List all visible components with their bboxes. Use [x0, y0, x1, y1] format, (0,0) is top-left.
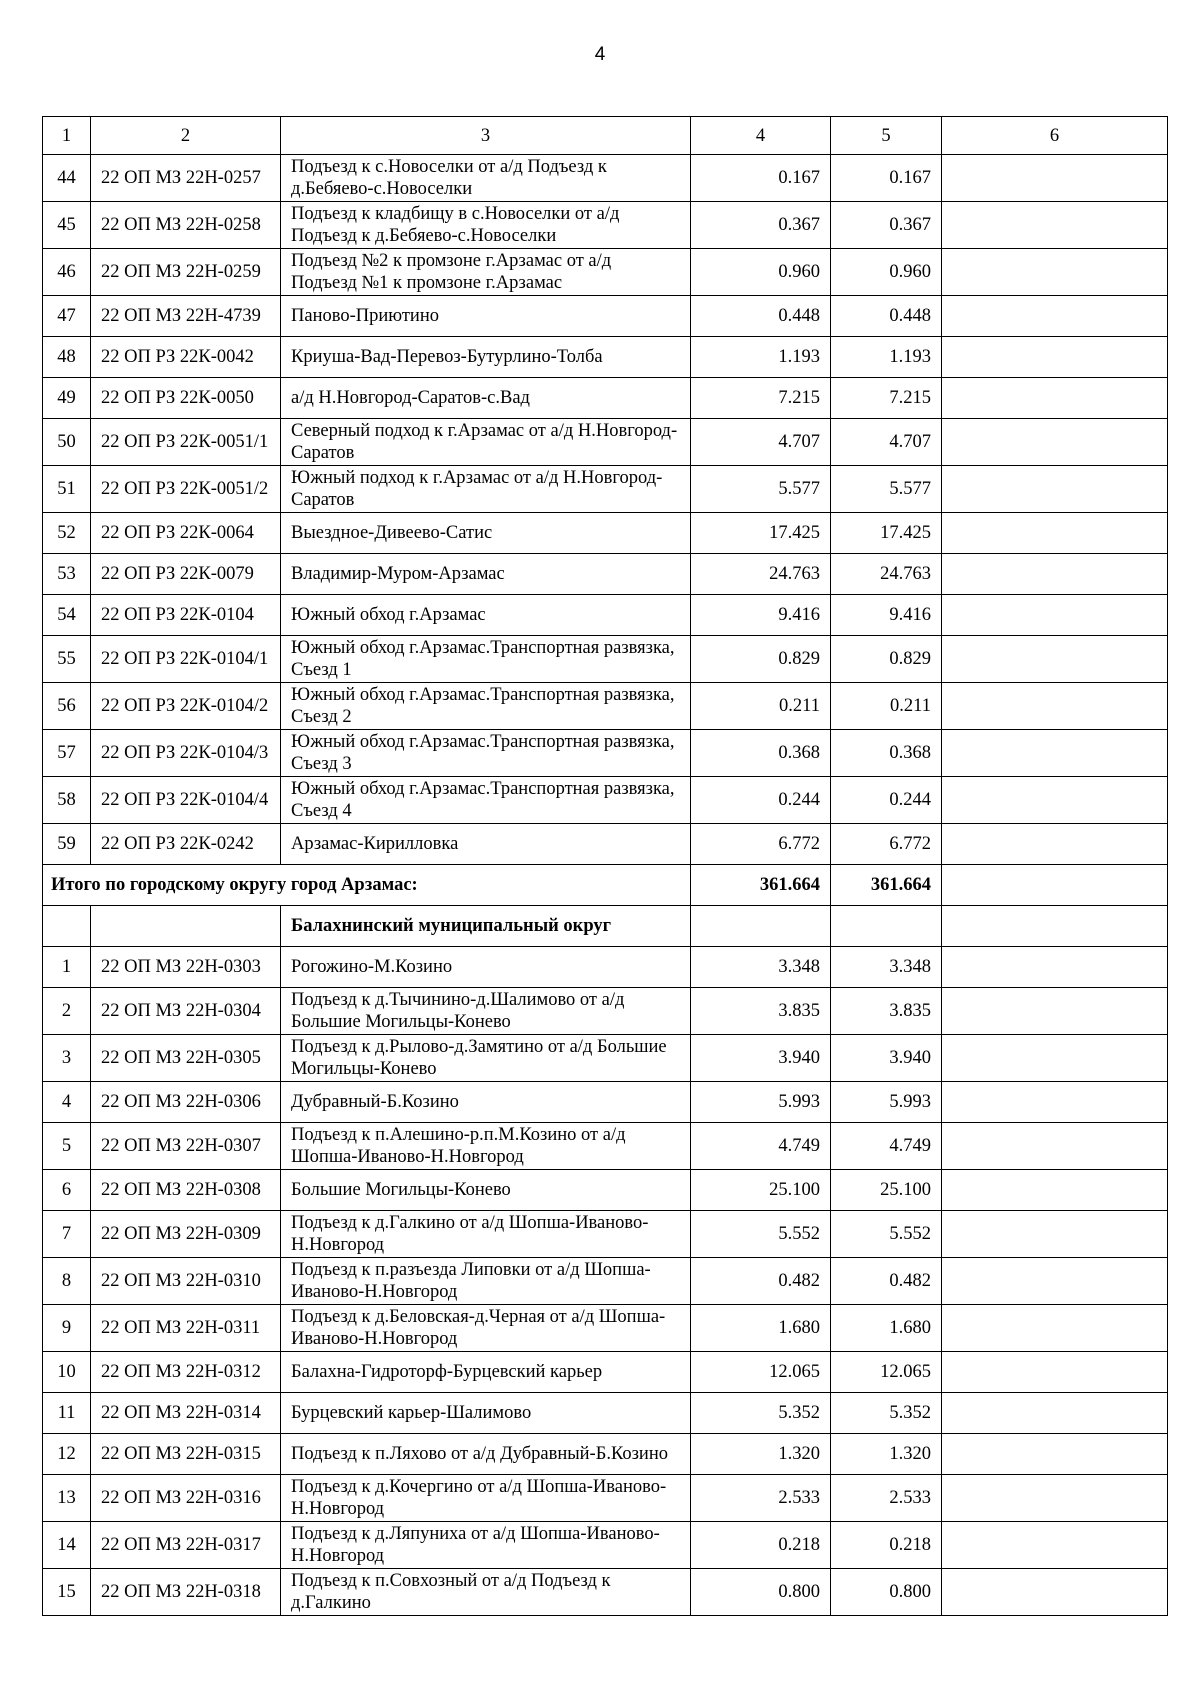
length-col5: 0.829 [831, 636, 942, 683]
road-code: 22 ОП РЗ 22К-0104/1 [91, 636, 281, 683]
row-number: 15 [43, 1569, 91, 1616]
table-row [43, 337, 1168, 378]
total-row [43, 865, 1168, 906]
length-col5: 5.552 [831, 1211, 942, 1258]
table-row [43, 378, 1168, 419]
road-name: Выездное-Дивеево-Сатис [281, 513, 691, 554]
header-cell: 3 [281, 117, 691, 155]
length-col5: 17.425 [831, 513, 942, 554]
road-name: Подъезд к с.Новоселки от а/д Подъезд к д.Бебяево-с.Новоселки [281, 155, 691, 202]
length-col4: 0.482 [691, 1258, 831, 1305]
road-name: Криуша-Вад-Перевоз-Бутурлино-Толба [281, 337, 691, 378]
table-row [43, 1035, 1168, 1082]
road-code: 22 ОП РЗ 22К-0104/4 [91, 777, 281, 824]
roads-table [42, 116, 1168, 1616]
length-col5: 0.167 [831, 155, 942, 202]
road-name: Южный обход г.Арзамас.Транспортная развязка, Съезд 2 [281, 683, 691, 730]
table-row [43, 466, 1168, 513]
length-col5: 0.448 [831, 296, 942, 337]
note-col6 [942, 249, 1168, 296]
road-name: Подъезд к п.Алешино-р.п.М.Козино от а/д Шопша-Иваново-Н.Новгород [281, 1123, 691, 1170]
road-code: 22 ОП МЗ 22Н-0316 [91, 1475, 281, 1522]
note-col6 [942, 378, 1168, 419]
length-col4: 5.993 [691, 1082, 831, 1123]
length-col4: 0.829 [691, 636, 831, 683]
road-name: Владимир-Муром-Арзамас [281, 554, 691, 595]
row-number: 54 [43, 595, 91, 636]
note-col6 [942, 595, 1168, 636]
road-name: Северный подход к г.Арзамас от а/д Н.Новгород-Саратов [281, 419, 691, 466]
length-col4: 17.425 [691, 513, 831, 554]
road-name: Подъезд к д.Ляпуниха от а/д Шопша-Иваново-Н.Новгород [281, 1522, 691, 1569]
page-number: 4 [594, 44, 606, 65]
length-col5: 5.577 [831, 466, 942, 513]
row-number: 49 [43, 378, 91, 419]
road-name: Южный обход г.Арзамас [281, 595, 691, 636]
road-code: 22 ОП МЗ 22Н-0318 [91, 1569, 281, 1616]
table-row [43, 513, 1168, 554]
note-col6 [942, 337, 1168, 378]
length-col5: 4.707 [831, 419, 942, 466]
road-code: 22 ОП РЗ 22К-0050 [91, 378, 281, 419]
length-col4: 1.193 [691, 337, 831, 378]
length-col4: 7.215 [691, 378, 831, 419]
road-name: Подъезд к д.Кочергино от а/д Шопша-Иваново-Н.Новгород [281, 1475, 691, 1522]
table-row [43, 1569, 1168, 1616]
note-col6 [942, 1035, 1168, 1082]
table-row [43, 554, 1168, 595]
header-row [43, 117, 1168, 155]
table-row [43, 1393, 1168, 1434]
length-col5: 5.352 [831, 1393, 942, 1434]
row-number: 7 [43, 1211, 91, 1258]
note-col6 [942, 683, 1168, 730]
length-col4: 25.100 [691, 1170, 831, 1211]
road-name: Подъезд к д.Тычинино-д.Шалимово от а/д Большие Могильцы-Конево [281, 988, 691, 1035]
road-name: Подъезд к д.Галкино от а/д Шопша-Иваново-Н.Новгород [281, 1211, 691, 1258]
length-col5: 12.065 [831, 1352, 942, 1393]
road-name: Большие Могильцы-Конево [281, 1170, 691, 1211]
road-code: 22 ОП МЗ 22Н-0315 [91, 1434, 281, 1475]
row-number: 50 [43, 419, 91, 466]
total-label: Итого по городскому округу город Арзамас: [43, 865, 691, 906]
road-code: 22 ОП МЗ 22Н-4739 [91, 296, 281, 337]
length-col5: 1.680 [831, 1305, 942, 1352]
row-number: 45 [43, 202, 91, 249]
road-name: Подъезд №2 к промзоне г.Арзамас от а/д Подъезд №1 к промзоне г.Арзамас [281, 249, 691, 296]
length-col4: 0.211 [691, 683, 831, 730]
road-code: 22 ОП МЗ 22Н-0309 [91, 1211, 281, 1258]
row-number: 3 [43, 1035, 91, 1082]
header-cell: 4 [691, 117, 831, 155]
row-number: 4 [43, 1082, 91, 1123]
section-title: Балахнинский муниципальный округ [281, 906, 691, 947]
table-row [43, 1434, 1168, 1475]
empty-cell [831, 906, 942, 947]
row-number: 11 [43, 1393, 91, 1434]
total-col4: 361.664 [691, 865, 831, 906]
length-col4: 4.707 [691, 419, 831, 466]
road-name: Рогожино-М.Козино [281, 947, 691, 988]
row-number: 9 [43, 1305, 91, 1352]
total-col5: 361.664 [831, 865, 942, 906]
empty-cell [43, 906, 91, 947]
length-col5: 25.100 [831, 1170, 942, 1211]
road-code: 22 ОП МЗ 22Н-0311 [91, 1305, 281, 1352]
road-name: Балахна-Гидроторф-Бурцевский карьер [281, 1352, 691, 1393]
table-row [43, 296, 1168, 337]
road-name: Паново-Приютино [281, 296, 691, 337]
road-name: Бурцевский карьер-Шалимово [281, 1393, 691, 1434]
length-col4: 0.244 [691, 777, 831, 824]
note-col6 [942, 1170, 1168, 1211]
table-row [43, 202, 1168, 249]
road-code: 22 ОП МЗ 22Н-0304 [91, 988, 281, 1035]
row-number: 46 [43, 249, 91, 296]
note-col6 [942, 419, 1168, 466]
road-code: 22 ОП РЗ 22К-0104/3 [91, 730, 281, 777]
table-row [43, 155, 1168, 202]
header-cell: 5 [831, 117, 942, 155]
row-number: 5 [43, 1123, 91, 1170]
road-code: 22 ОП РЗ 22К-0242 [91, 824, 281, 865]
length-col5: 0.244 [831, 777, 942, 824]
header-cell: 6 [942, 117, 1168, 155]
road-name: Подъезд к п.Совхозный от а/д Подъезд к д.Галкино [281, 1569, 691, 1616]
length-col5: 0.800 [831, 1569, 942, 1616]
road-code: 22 ОП МЗ 22Н-0308 [91, 1170, 281, 1211]
road-code: 22 ОП МЗ 22Н-0305 [91, 1035, 281, 1082]
road-code: 22 ОП МЗ 22Н-0310 [91, 1258, 281, 1305]
row-number: 6 [43, 1170, 91, 1211]
road-name: Подъезд к д.Рылово-д.Замятино от а/д Большие Могильцы-Конево [281, 1035, 691, 1082]
row-number: 47 [43, 296, 91, 337]
length-col5: 3.940 [831, 1035, 942, 1082]
row-number: 55 [43, 636, 91, 683]
road-code: 22 ОП МЗ 22Н-0303 [91, 947, 281, 988]
length-col4: 0.800 [691, 1569, 831, 1616]
table-row [43, 1305, 1168, 1352]
table-row [43, 947, 1168, 988]
header-cell: 1 [43, 117, 91, 155]
length-col5: 1.320 [831, 1434, 942, 1475]
road-name: Подъезд к д.Беловская-д.Черная от а/д Шопша-Иваново-Н.Новгород [281, 1305, 691, 1352]
length-col4: 2.533 [691, 1475, 831, 1522]
row-number: 44 [43, 155, 91, 202]
table-row [43, 988, 1168, 1035]
road-code: 22 ОП МЗ 22Н-0307 [91, 1123, 281, 1170]
note-col6 [942, 1393, 1168, 1434]
note-col6 [942, 730, 1168, 777]
row-number: 1 [43, 947, 91, 988]
note-col6 [942, 296, 1168, 337]
empty-cell [691, 906, 831, 947]
length-col4: 1.320 [691, 1434, 831, 1475]
length-col5: 0.367 [831, 202, 942, 249]
road-name: Арзамас-Кирилловка [281, 824, 691, 865]
header-cell: 2 [91, 117, 281, 155]
row-number: 58 [43, 777, 91, 824]
row-number: 52 [43, 513, 91, 554]
note-col6 [942, 824, 1168, 865]
note-col6 [942, 155, 1168, 202]
length-col4: 3.348 [691, 947, 831, 988]
length-col4: 24.763 [691, 554, 831, 595]
length-col4: 1.680 [691, 1305, 831, 1352]
table-row [43, 1475, 1168, 1522]
row-number: 10 [43, 1352, 91, 1393]
note-col6 [942, 1522, 1168, 1569]
length-col5: 0.368 [831, 730, 942, 777]
road-name: а/д Н.Новгород-Саратов-с.Вад [281, 378, 691, 419]
table-row [43, 1123, 1168, 1170]
note-col6 [942, 1305, 1168, 1352]
length-col5: 6.772 [831, 824, 942, 865]
road-name: Подъезд к п.Ляхово от а/д Дубравный-Б.Козино [281, 1434, 691, 1475]
table-row [43, 824, 1168, 865]
table-row [43, 1352, 1168, 1393]
length-col5: 3.348 [831, 947, 942, 988]
road-code: 22 ОП МЗ 22Н-0312 [91, 1352, 281, 1393]
section-row [43, 906, 1168, 947]
row-number: 14 [43, 1522, 91, 1569]
road-name: Южный подход к г.Арзамас от а/д Н.Новгород-Саратов [281, 466, 691, 513]
table-row [43, 1082, 1168, 1123]
road-code: 22 ОП РЗ 22К-0051/1 [91, 419, 281, 466]
note-col6 [942, 513, 1168, 554]
length-col5: 24.763 [831, 554, 942, 595]
road-code: 22 ОП РЗ 22К-0042 [91, 337, 281, 378]
total-col6 [942, 865, 1168, 906]
note-col6 [942, 466, 1168, 513]
row-number: 56 [43, 683, 91, 730]
length-col4: 0.960 [691, 249, 831, 296]
row-number: 48 [43, 337, 91, 378]
road-code: 22 ОП МЗ 22Н-0257 [91, 155, 281, 202]
row-number: 53 [43, 554, 91, 595]
road-name: Южный обход г.Арзамас.Транспортная развязка, Съезд 3 [281, 730, 691, 777]
length-col5: 0.211 [831, 683, 942, 730]
row-number: 13 [43, 1475, 91, 1522]
note-col6 [942, 988, 1168, 1035]
length-col5: 0.482 [831, 1258, 942, 1305]
length-col5: 7.215 [831, 378, 942, 419]
row-number: 2 [43, 988, 91, 1035]
length-col5: 5.993 [831, 1082, 942, 1123]
table-row [43, 636, 1168, 683]
table-row [43, 777, 1168, 824]
note-col6 [942, 1434, 1168, 1475]
road-code: 22 ОП РЗ 22К-0051/2 [91, 466, 281, 513]
road-code: 22 ОП МЗ 22Н-0306 [91, 1082, 281, 1123]
length-col4: 5.352 [691, 1393, 831, 1434]
length-col5: 0.218 [831, 1522, 942, 1569]
table-row [43, 595, 1168, 636]
road-code: 22 ОП РЗ 22К-0104/2 [91, 683, 281, 730]
road-code: 22 ОП РЗ 22К-0104 [91, 595, 281, 636]
road-code: 22 ОП РЗ 22К-0064 [91, 513, 281, 554]
table-row [43, 249, 1168, 296]
row-number: 12 [43, 1434, 91, 1475]
length-col4: 3.940 [691, 1035, 831, 1082]
table-row [43, 1211, 1168, 1258]
length-col4: 0.218 [691, 1522, 831, 1569]
length-col4: 3.835 [691, 988, 831, 1035]
length-col4: 0.167 [691, 155, 831, 202]
length-col4: 5.552 [691, 1211, 831, 1258]
road-name: Южный обход г.Арзамас.Транспортная развязка, Съезд 4 [281, 777, 691, 824]
road-code: 22 ОП МЗ 22Н-0317 [91, 1522, 281, 1569]
note-col6 [942, 1352, 1168, 1393]
table-row [43, 419, 1168, 466]
table-row [43, 730, 1168, 777]
road-name: Подъезд к п.разъезда Липовки от а/д Шопша-Иваново-Н.Новгород [281, 1258, 691, 1305]
length-col4: 0.368 [691, 730, 831, 777]
note-col6 [942, 1211, 1168, 1258]
empty-cell [942, 906, 1168, 947]
length-col4: 0.367 [691, 202, 831, 249]
length-col4: 6.772 [691, 824, 831, 865]
row-number: 57 [43, 730, 91, 777]
length-col5: 1.193 [831, 337, 942, 378]
road-name: Дубравный-Б.Козино [281, 1082, 691, 1123]
note-col6 [942, 636, 1168, 683]
length-col5: 0.960 [831, 249, 942, 296]
road-code: 22 ОП МЗ 22Н-0259 [91, 249, 281, 296]
length-col4: 9.416 [691, 595, 831, 636]
length-col4: 0.448 [691, 296, 831, 337]
note-col6 [942, 554, 1168, 595]
note-col6 [942, 1475, 1168, 1522]
empty-cell [91, 906, 281, 947]
length-col5: 4.749 [831, 1123, 942, 1170]
road-code: 22 ОП МЗ 22Н-0258 [91, 202, 281, 249]
note-col6 [942, 1258, 1168, 1305]
note-col6 [942, 1123, 1168, 1170]
note-col6 [942, 947, 1168, 988]
length-col4: 12.065 [691, 1352, 831, 1393]
road-name: Подъезд к кладбищу в с.Новоселки от а/д Подъезд к д.Бебяево-с.Новоселки [281, 202, 691, 249]
note-col6 [942, 1569, 1168, 1616]
table-row [43, 1522, 1168, 1569]
road-code: 22 ОП МЗ 22Н-0314 [91, 1393, 281, 1434]
table-row [43, 1170, 1168, 1211]
row-number: 8 [43, 1258, 91, 1305]
note-col6 [942, 202, 1168, 249]
table-row [43, 1258, 1168, 1305]
row-number: 59 [43, 824, 91, 865]
length-col4: 5.577 [691, 466, 831, 513]
table-row [43, 683, 1168, 730]
road-code: 22 ОП РЗ 22К-0079 [91, 554, 281, 595]
length-col5: 9.416 [831, 595, 942, 636]
length-col4: 4.749 [691, 1123, 831, 1170]
note-col6 [942, 777, 1168, 824]
length-col5: 3.835 [831, 988, 942, 1035]
road-name: Южный обход г.Арзамас.Транспортная развязка, Съезд 1 [281, 636, 691, 683]
row-number: 51 [43, 466, 91, 513]
note-col6 [942, 1082, 1168, 1123]
length-col5: 2.533 [831, 1475, 942, 1522]
